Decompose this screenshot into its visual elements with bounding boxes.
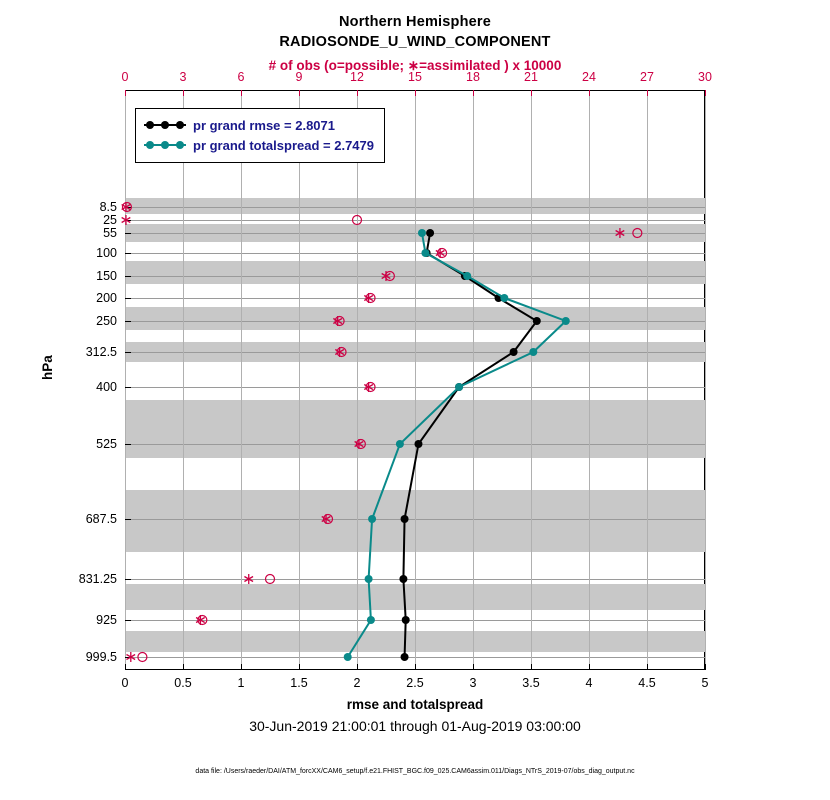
title-line-2: RADIOSONDE_U_WIND_COMPONENT	[279, 34, 551, 50]
x-tick-label: 1	[237, 676, 245, 690]
top-tick-label: 27	[640, 70, 654, 84]
date-range-caption: 30-Jun-2019 21:00:01 through 01-Aug-2019 03:00:00	[249, 718, 581, 734]
x-tick-label: 0.5	[174, 676, 192, 690]
totalspread-series-marker	[421, 249, 429, 257]
rmse-series-marker	[414, 440, 422, 448]
top-axis-label: # of obs (o=possible; ∗=assimilated ) x 10000	[268, 58, 562, 73]
top-tick-label: 24	[582, 70, 596, 84]
y-tick-label: 200	[96, 291, 117, 305]
totalspread-series-marker	[365, 575, 373, 583]
totalspread-series-marker	[418, 229, 426, 237]
x-tick-label: 4	[585, 676, 593, 690]
totalspread-series-marker	[396, 440, 404, 448]
rmse-series-marker	[533, 317, 541, 325]
top-tick-label: 3	[179, 70, 187, 84]
legend-swatch-totalspread	[144, 138, 186, 152]
rmse-series-line	[403, 233, 536, 657]
y-tick-label: 150	[96, 269, 117, 283]
top-tick-label: 12	[350, 70, 364, 84]
rmse-series-marker	[401, 653, 409, 661]
series-overlay	[125, 90, 705, 670]
top-tickmark	[705, 90, 706, 96]
assimilated-obs-marker	[122, 215, 131, 225]
y-tick-label: 250	[96, 314, 117, 328]
totalspread-series-marker	[455, 383, 463, 391]
x-tick-label: 2	[353, 676, 361, 690]
x-tick-label: 1.5	[290, 676, 308, 690]
possible-obs-marker	[633, 229, 642, 238]
y-tick-label: 525	[96, 437, 117, 451]
x-tick-label: 3	[469, 676, 477, 690]
y-tick-label: 687.5	[85, 512, 117, 526]
totalspread-series-line	[348, 233, 566, 657]
rmse-series-marker	[510, 348, 518, 356]
rmse-series-marker	[426, 229, 434, 237]
chart-title	[0, 12, 830, 52]
x-axis-label: rmse and totalspread	[346, 697, 484, 712]
x-tick-label: 2.5	[406, 676, 424, 690]
top-tick-label: 30	[698, 70, 712, 84]
assimilated-obs-marker	[616, 228, 625, 238]
totalspread-series-marker	[344, 653, 352, 661]
possible-obs-marker	[266, 575, 275, 584]
x-tick-label: 4.5	[638, 676, 656, 690]
y-tick-label: 999.5	[85, 650, 117, 664]
totalspread-series-marker	[562, 317, 570, 325]
totalspread-series-marker	[368, 515, 376, 523]
plot-area	[78, 70, 712, 690]
assimilated-obs-marker	[244, 574, 253, 584]
y-tick-label: 400	[96, 380, 117, 394]
legend-label-totalspread: pr grand totalspread = 2.7479	[193, 137, 374, 153]
top-tick-label: 18	[466, 70, 480, 84]
y-tick-label: 100	[96, 246, 117, 260]
totalspread-series-marker	[529, 348, 537, 356]
x-gridline	[705, 90, 706, 670]
y-tick-label: 8.5	[99, 200, 117, 214]
top-tick-label: 9	[295, 70, 303, 84]
legend-label-rmse: pr grand rmse = 2.8071	[193, 117, 335, 133]
rmse-series-marker	[401, 515, 409, 523]
y-tick-label: 55	[103, 226, 117, 240]
legend-item-totalspread	[144, 135, 374, 155]
x-tick-label: 5	[701, 676, 709, 690]
y-axis-label: hPa	[40, 355, 55, 380]
x-tick-label: 3.5	[522, 676, 540, 690]
possible-obs-marker	[138, 653, 147, 662]
y-tick-label: 312.5	[85, 345, 117, 359]
top-tick-label: 0	[121, 70, 129, 84]
rmse-series-marker	[399, 575, 407, 583]
top-tick-label: 21	[524, 70, 538, 84]
legend-swatch-rmse	[144, 118, 186, 132]
totalspread-series-marker	[500, 294, 508, 302]
assimilated-obs-marker	[126, 652, 135, 662]
totalspread-series-marker	[367, 616, 375, 624]
assimilated-obs-marker	[382, 271, 391, 281]
title-line-1: Northern Hemisphere	[338, 14, 492, 30]
legend-item-rmse	[144, 115, 374, 135]
rmse-series-marker	[402, 616, 410, 624]
y-tick-label: 831.25	[78, 572, 117, 586]
x-tick-label: 0	[121, 676, 129, 690]
chart-legend	[135, 108, 385, 163]
possible-obs-marker	[353, 216, 362, 225]
data-file-caption: data file: /Users/raeder/DAI/ATM_forcXX/CAM6_setup/f.e21.FHIST_BGC.f09_025.CAM6assim.011/Diags_NTrS_2019-07/obs_diag_output.nc	[195, 768, 635, 775]
y-tick-label: 925	[96, 613, 117, 627]
totalspread-series-marker	[463, 272, 471, 280]
top-tick-label: 15	[408, 70, 422, 84]
y-tick-label: 25	[103, 213, 117, 227]
top-tick-label: 6	[237, 70, 245, 84]
x-tickmark	[705, 664, 706, 670]
